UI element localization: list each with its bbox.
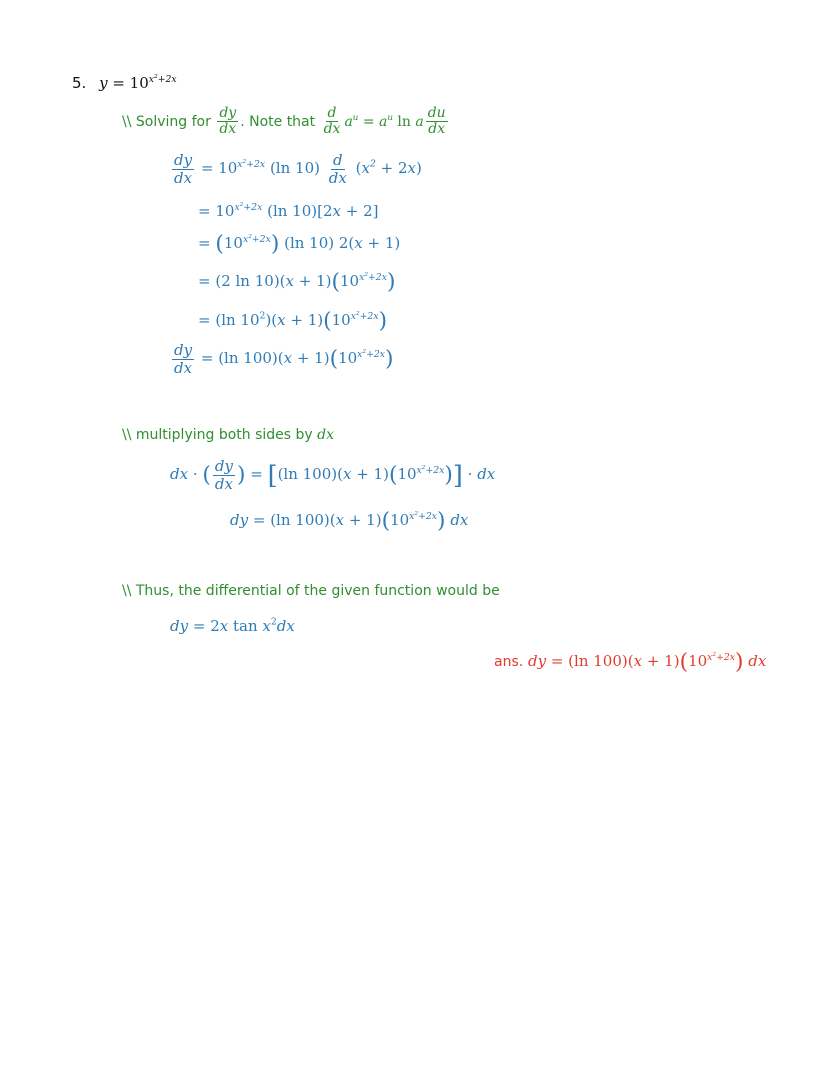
solving-note: . Note that [240, 113, 316, 130]
thus-comment: \\ Thus, the differential of the given function would be [122, 583, 500, 599]
multiplying-var: dx [317, 427, 335, 443]
derivation-line-2: = $10^{x^2+2x}$ (ln 10)[2x + 2] [198, 201, 379, 220]
derivation-line-3: = $(10^{x^2+2x})$ (ln 10) 2(x + 1) [198, 231, 401, 257]
derivation-line-6: $\frac{dy}{dx}$ = (ln $100)(x + 1)(10^{x^2+2x})$ [174, 341, 394, 377]
multiply-line-1: dx · ( $\frac{dy}{dx}$ ) = [(ln $100)(x + 1)(10^{x^2+2x})$] · dx [170, 457, 496, 493]
answer-expression: dy = (ln $100)(x + 1)(10^{x^2+2x})$ dx [527, 649, 767, 675]
d-dx-fraction: $\frac{d}{dx}$ [323, 105, 341, 138]
problem-line [72, 74, 177, 92]
answer-prefix: ans. [494, 654, 524, 670]
multiplying-comment [122, 427, 334, 443]
dy-dx-fraction: $\frac{dy}{dx}$ [219, 105, 237, 138]
problem-equation: $y = 10^{x^2+2x}$ [99, 73, 177, 92]
du-dx-fraction: $\frac{du}{dx}$ [427, 105, 446, 138]
multiplying-text: \\ multiplying both sides by [122, 427, 313, 443]
answer-line [494, 649, 767, 675]
problem-number: 5. [72, 74, 87, 92]
derivation-line-4: = (2 $\ln 10)(x + 1)(10^{x^2+2x})$ [198, 269, 396, 295]
multiply-line-2: dy = (ln $100)(x + 1)(10^{x^2+2x})$ dx [230, 508, 469, 534]
solving-comment: \\ Solving for $\frac{dy}{dx}$ . Note that $\frac{d}{dx}$ $a^u = a^u$ ln a $\frac{du}{dx}$ [122, 105, 446, 138]
solving-prefix: \\ Solving for [122, 113, 211, 130]
differential-line: dy = 2x $\tan x^2dx$ [170, 616, 295, 635]
derivation-line-5: = (ln $10^2)(x + 1)(10^{x^2+2x})$ [198, 308, 388, 334]
derivation-line-1: $\frac{dy}{dx}$ = $10^{x^2+2x}$ (ln 10) $\frac{d}{dx}$ $(x^2 + 2x)$ [174, 151, 422, 187]
